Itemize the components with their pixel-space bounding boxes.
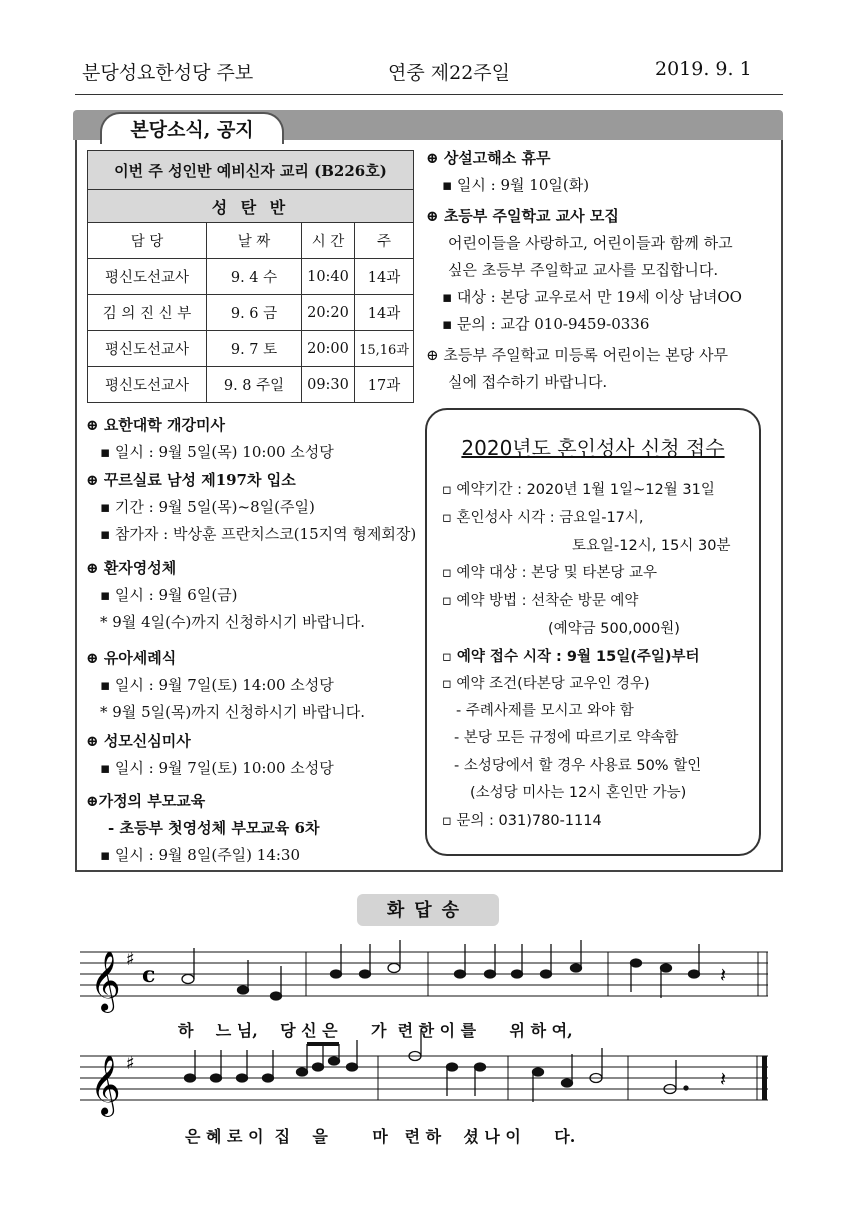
treble-clef-icon: 𝄞 <box>90 1055 121 1115</box>
cell: 김 의 진 신 부 <box>88 295 207 331</box>
table-row <box>88 367 414 403</box>
wedding-line: ▫ 예약기간 : 2020년 1월 1일~12월 31일 <box>442 482 715 498</box>
notice-teacher-recruit: ⊕ 초등부 주일학교 교사 모집 어린이들을 사랑하고, 어린이들과 함께 하고 싶은 초등부 주일학교 교사를 모집합니다. ▪ 대상 : 본당 교우로서 만 19세 이상 남녀OO ▪ 문의 : 교감 010-9459-0336 <box>426 207 742 333</box>
col-header: 시 간 <box>302 223 355 259</box>
notice-cursillo: ⊕ 꾸르실료 남성 제197차 입소 ▪ 기간 : 9월 5일(목)~8일(주일) ▪ 참가자 : 박상훈 프란치스코(15지역 형제회장) <box>86 471 417 543</box>
schedule-table <box>87 150 414 403</box>
cell: 평신도선교사 <box>88 331 207 367</box>
music-staff-1 <box>80 940 770 1020</box>
wedding-line: ▫ 예약 방법 : 선착순 방문 예약 <box>442 593 639 609</box>
cell: 9. 4 수 <box>207 259 302 295</box>
col-header: 주 <box>355 223 414 259</box>
cross-icon: ⊕ <box>86 559 99 577</box>
cross-icon: ⊕ <box>86 792 99 810</box>
notice-confession: ⊕ 상설고해소 휴무 ▪ 일시 : 9월 10일(화) <box>426 149 590 194</box>
wedding-line: ▫ 문의 : 031)780-1114 <box>442 813 602 829</box>
table-row <box>88 295 414 331</box>
cell: 09:30 <box>302 367 355 403</box>
wedding-line: ▫ 예약 조건(타본당 교우인 경우) <box>442 676 650 692</box>
parish-name: 분당성요한성당 주보 <box>82 62 254 84</box>
wedding-title: 2020년도 혼인성사 신청 접수 <box>461 436 725 460</box>
wedding-line: ▫ 예약 접수 시작 : 9월 15일(주일)부터 <box>442 649 700 665</box>
cell: 20:00 <box>302 331 355 367</box>
cell: 20:20 <box>302 295 355 331</box>
col-header: 담 당 <box>88 223 207 259</box>
wedding-line: 토요일-12시, 15시 30분 <box>572 538 731 554</box>
cross-icon: ⊕ <box>426 207 439 225</box>
wedding-line: - 본당 모든 규정에 따르기로 약속함 <box>454 730 679 746</box>
cross-icon: ⊕ <box>86 732 99 750</box>
wedding-line: ▫ 혼인성사 시각 : 금요일-17시, <box>442 510 644 526</box>
notice-baptism: ⊕ 유아세례식 ▪ 일시 : 9월 7일(토) 14:00 소성당 * 9월 5일(목)까지 신청하시기 바랍니다. <box>86 649 365 721</box>
treble-clef-icon: 𝄞 <box>90 951 121 1011</box>
psalm-title: 화답송 <box>357 894 499 926</box>
cell: 9. 6 금 <box>207 295 302 331</box>
table-row <box>88 331 414 367</box>
cell: 17과 <box>355 367 414 403</box>
lyrics-line-2: 은 혜 로 이 집 을 마 련 하 셨 나 이 다. <box>185 1127 576 1146</box>
header-divider <box>75 94 783 95</box>
svg-text:𝄽: 𝄽 <box>720 1067 727 1091</box>
cross-icon: ⊕ <box>86 416 99 434</box>
wedding-line: ▫ 예약 대상 : 본당 및 타본당 교우 <box>442 565 658 581</box>
notice-marian: ⊕ 성모신심미사 ▪ 일시 : 9월 7일(토) 10:00 소성당 <box>86 732 334 777</box>
svg-text:𝄽: 𝄽 <box>720 963 727 987</box>
cross-icon: ⊕ <box>426 346 439 364</box>
lyrics-line-1: 하 느 님, 당 신 은 가 련 한 이 를 위 하 여, <box>178 1021 573 1040</box>
schedule-subtitle: 성 탄 반 <box>88 190 414 223</box>
table-row <box>88 259 414 295</box>
col-header: 날 짜 <box>207 223 302 259</box>
cell: 15,16과 <box>355 331 414 367</box>
cell: 평신도선교사 <box>88 259 207 295</box>
cell: 14과 <box>355 295 414 331</box>
cross-icon: ⊕ <box>86 649 99 667</box>
svg-text:♯: ♯ <box>126 949 135 970</box>
notice-communion: ⊕ 환자영성체 ▪ 일시 : 9월 6일(금) * 9월 4일(수)까지 신청하시기 바랍니다. <box>86 559 365 631</box>
wedding-line: (예약금 500,000원) <box>548 621 680 637</box>
wedding-line: (소성당 미사는 12시 혼인만 가능) <box>470 785 687 801</box>
wedding-line: - 소성당에서 할 경우 사용료 50% 할인 <box>454 758 702 774</box>
cell: 14과 <box>355 259 414 295</box>
music-staff-2 <box>80 1030 770 1120</box>
issue-date: 2019. 9. 1 <box>655 58 752 80</box>
cross-icon: ⊕ <box>426 149 439 167</box>
cross-icon: ⊕ <box>86 471 99 489</box>
section-title: 본당소식, 공지 <box>100 112 284 144</box>
cell: 평신도선교사 <box>88 367 207 403</box>
wedding-line: - 주례사제를 모시고 와야 함 <box>456 703 634 719</box>
notice-registration: ⊕ 초등부 주일학교 미등록 어린이는 본당 사무 실에 접수하기 바랍니다. <box>426 346 729 391</box>
notice-mass: ⊕ 요한대학 개강미사 ▪ 일시 : 9월 5일(목) 10:00 소성당 <box>86 416 334 461</box>
svg-text:c: c <box>142 962 156 988</box>
schedule-title: 이번 주 성인반 예비신자 교리 (B226호) <box>88 151 414 190</box>
liturgical-week: 연중 제22주일 <box>388 62 510 84</box>
notice-parent-edu: ⊕가정의 부모교육 - 초등부 첫영성체 부모교육 6차 ▪ 일시 : 9월 8일(주일) 14:30 <box>86 792 320 864</box>
cell: 10:40 <box>302 259 355 295</box>
cell: 9. 8 주일 <box>207 367 302 403</box>
cell: 9. 7 토 <box>207 331 302 367</box>
svg-text:♯: ♯ <box>126 1053 135 1074</box>
